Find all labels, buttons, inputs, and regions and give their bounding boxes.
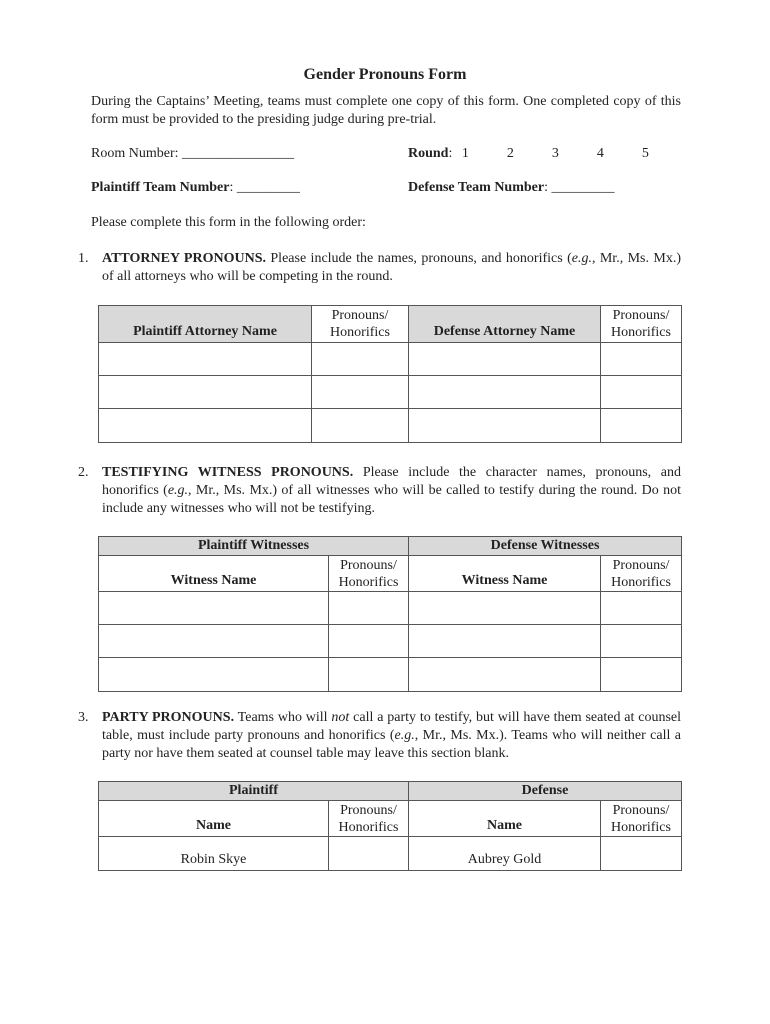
section-text: call a party to testify, but will have them seated at counsel table, must include party pronouns and honorifics (	[102, 710, 681, 743]
group-plaintiff: Plaintiff	[99, 782, 409, 801]
defense-attorney-cell[interactable]	[409, 343, 601, 376]
pronouns-cell[interactable]	[329, 837, 409, 871]
col-pronouns-honorifics: Pronouns/ Honorifics	[329, 801, 409, 837]
order-instruction: Please complete this form in the following order:	[91, 215, 366, 230]
round-option-5[interactable]: 5	[641, 146, 649, 161]
section-witness-pronouns	[78, 464, 681, 518]
defense-party-name[interactable]: Aubrey Gold	[409, 837, 601, 871]
col-defense-attorney-name: Defense Attorney Name	[409, 306, 601, 343]
section-number: 1.	[78, 251, 89, 266]
pronouns-cell[interactable]	[329, 625, 409, 658]
intro-paragraph: During the Captains’ Meeting, teams must complete one copy of this form. One completed copy of this form must be provided to the presiding judge during pre-trial.	[91, 94, 681, 127]
col-plaintiff-attorney-name: Plaintiff Attorney Name	[99, 306, 312, 343]
plaintiff-witness-cell[interactable]	[99, 625, 329, 658]
col-name: Name	[99, 801, 329, 837]
section-party-pronouns	[78, 709, 681, 763]
defense-attorney-cell[interactable]	[409, 376, 601, 409]
col-witness-name: Witness Name	[409, 556, 601, 592]
round-label: Round	[408, 146, 449, 161]
group-plaintiff-witnesses: Plaintiff Witnesses	[99, 537, 409, 556]
eg-text: e.g.	[571, 251, 592, 266]
col-name: Name	[409, 801, 601, 837]
round-colon: :	[448, 146, 453, 161]
col-witness-name: Witness Name	[99, 556, 329, 592]
pronouns-cell[interactable]	[329, 592, 409, 625]
col-pronouns-honorifics: Pronouns/ Honorifics	[601, 556, 682, 592]
round-field	[408, 146, 687, 162]
room-number-field[interactable]	[91, 146, 294, 162]
pronouns-cell[interactable]	[329, 658, 409, 692]
section-number: 3.	[78, 710, 89, 725]
plaintiff-witness-cell[interactable]	[99, 592, 329, 625]
plaintiff-team-blank: : _________	[229, 180, 300, 195]
section-heading: TESTIFYING WITNESS PRONOUNS.	[102, 465, 354, 480]
section-heading: ATTORNEY PRONOUNS.	[102, 251, 266, 266]
col-pronouns-honorifics: Pronouns/ Honorifics	[312, 306, 409, 343]
plaintiff-attorney-cell[interactable]	[99, 376, 312, 409]
pronouns-cell[interactable]	[601, 376, 682, 409]
plaintiff-attorney-cell[interactable]	[99, 343, 312, 376]
defense-team-field[interactable]	[408, 180, 615, 196]
plaintiff-team-field[interactable]	[91, 180, 300, 196]
room-number-label: Room Number	[91, 146, 175, 161]
round-option-2[interactable]: 2	[506, 146, 514, 161]
section-text: , Mr., Ms. Mx.) of all attorneys who will be competing in the round.	[102, 251, 681, 284]
pronouns-cell[interactable]	[312, 343, 409, 376]
pronouns-cell[interactable]	[312, 409, 409, 443]
pronouns-cell[interactable]	[601, 409, 682, 443]
defense-witness-cell[interactable]	[409, 592, 601, 625]
pronouns-cell[interactable]	[601, 625, 682, 658]
round-option-4[interactable]: 4	[596, 146, 604, 161]
pronouns-cell[interactable]	[601, 343, 682, 376]
plaintiff-witness-cell[interactable]	[99, 658, 329, 692]
group-defense: Defense	[409, 782, 682, 801]
section-text: Please include the names, pronouns, and honorifics (	[266, 251, 572, 266]
defense-team-label: Defense Team Number	[408, 180, 545, 195]
plaintiff-team-label: Plaintiff Team Number	[91, 180, 230, 195]
section-text: , Mr., Ms. Mx.) of all witnesses who will be called to testify during the round. Do not include any witnesses who will not be testifying.	[102, 483, 682, 516]
room-number-blank: : ________________	[174, 146, 294, 161]
section-number: 2.	[78, 465, 89, 480]
section-heading: PARTY PRONOUNS.	[102, 710, 235, 725]
not-emphasis: not	[331, 710, 350, 725]
round-option-3[interactable]: 3	[551, 146, 559, 161]
pronouns-cell[interactable]	[601, 658, 682, 692]
section-attorney-pronouns	[78, 250, 681, 286]
pronouns-cell[interactable]	[601, 837, 682, 871]
form-title: Gender Pronouns Form	[303, 66, 467, 83]
defense-team-blank: : _________	[544, 180, 615, 195]
attorney-table	[98, 305, 682, 443]
section-text: Teams who will	[234, 710, 332, 725]
col-pronouns-honorifics: Pronouns/ Honorifics	[329, 556, 409, 592]
col-pronouns-honorifics: Pronouns/ Honorifics	[601, 306, 682, 343]
group-defense-witnesses: Defense Witnesses	[409, 537, 682, 556]
witness-table	[98, 536, 682, 692]
section-text: Please include the character names, pronouns, and honorifics (	[102, 465, 681, 498]
eg-text: e.g.	[167, 483, 189, 498]
plaintiff-party-name[interactable]: Robin Skye	[99, 837, 329, 871]
col-pronouns-honorifics: Pronouns/ Honorifics	[601, 801, 682, 837]
party-table	[98, 781, 682, 871]
section-text: , Mr., Ms. Mx.). Teams who will neither call a party nor have them seated at counsel table may leave this section blank.	[102, 728, 681, 761]
defense-witness-cell[interactable]	[409, 658, 601, 692]
eg-text: e.g.	[394, 728, 415, 743]
plaintiff-attorney-cell[interactable]	[99, 409, 312, 443]
defense-witness-cell[interactable]	[409, 625, 601, 658]
pronouns-cell[interactable]	[312, 376, 409, 409]
round-option-1[interactable]: 1	[461, 146, 469, 161]
pronouns-cell[interactable]	[601, 592, 682, 625]
defense-attorney-cell[interactable]	[409, 409, 601, 443]
